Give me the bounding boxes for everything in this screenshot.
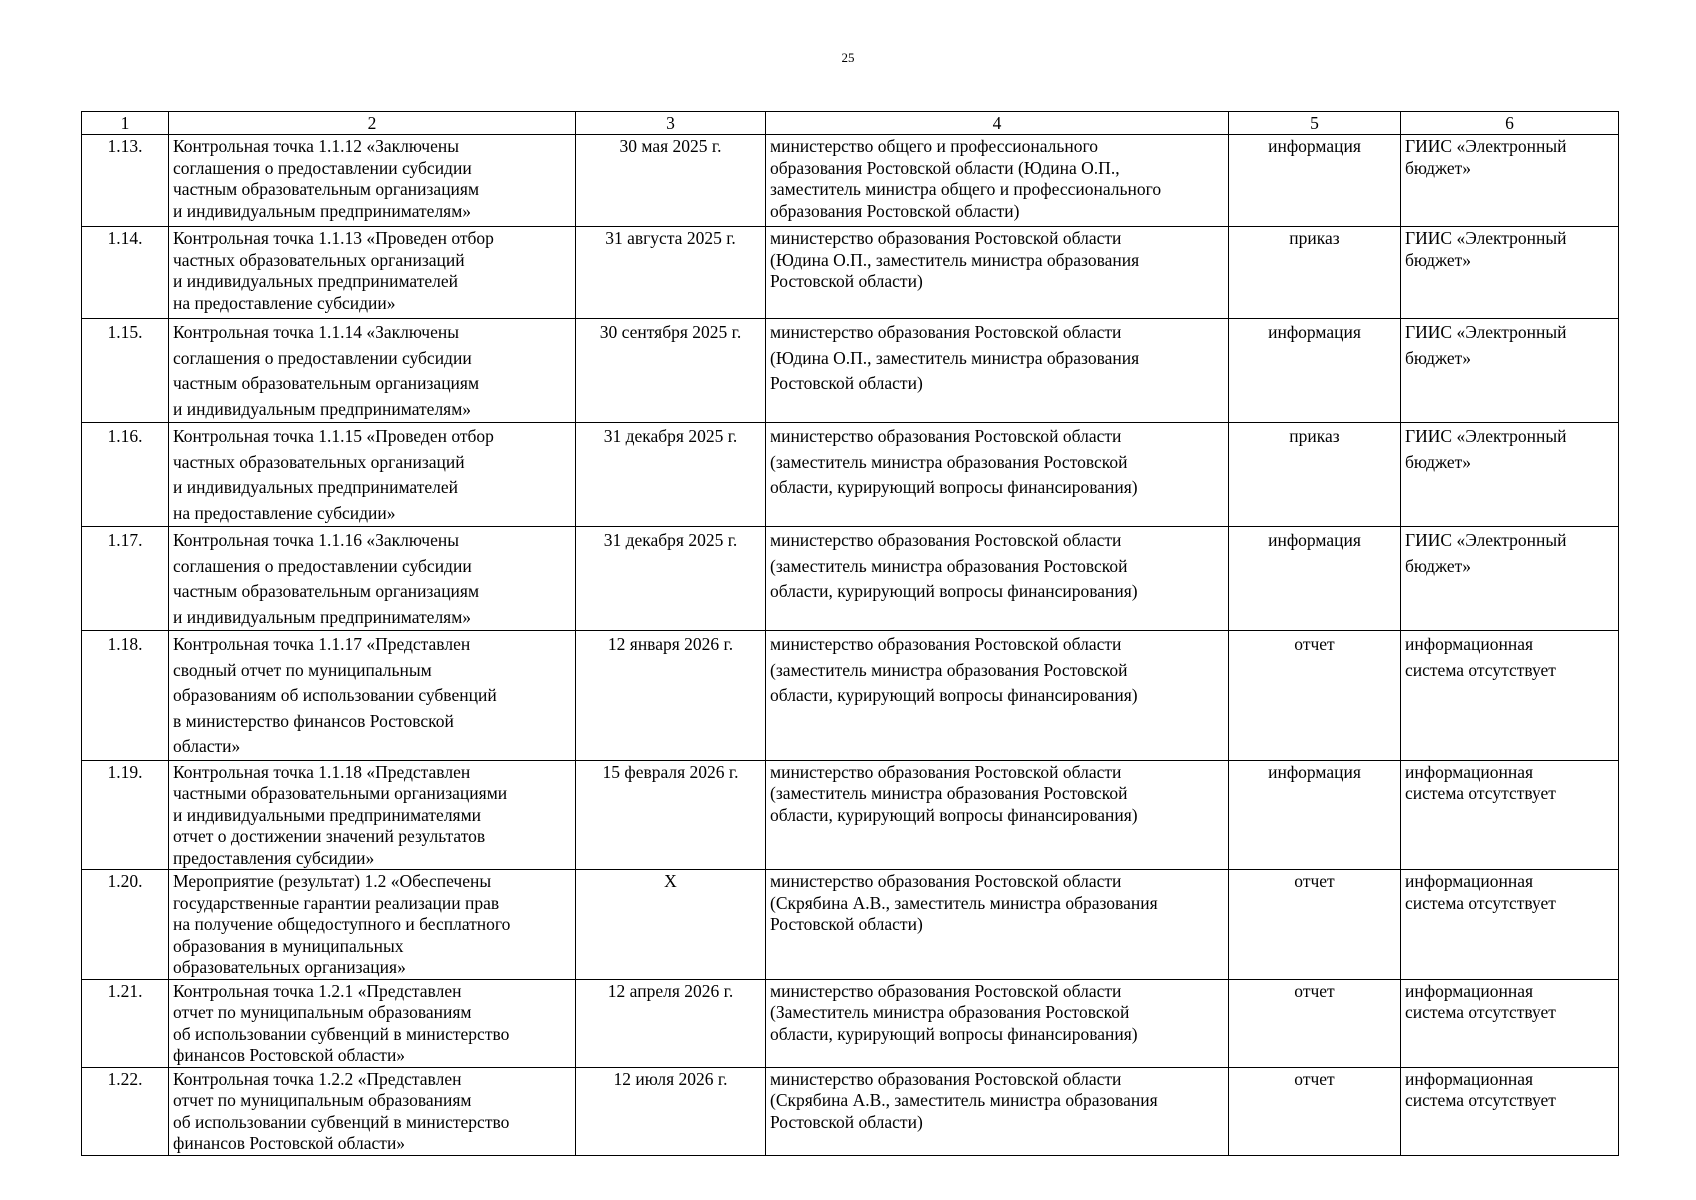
- event-cell: Контрольная точка 1.1.16 «Заключены соглашения о предоставлении субсидии частным образовательным организациям и индивидуальным предпринимателям»: [169, 527, 576, 631]
- doc-type-cell: информация: [1229, 319, 1401, 423]
- event-cell: Контрольная точка 1.1.15 «Проведен отбор частных образовательных организаций и индивидуальных предпринимателей на предоставление субсидии»: [169, 423, 576, 527]
- row-number: 1.16.: [82, 423, 169, 527]
- date-cell: 31 декабря 2025 г.: [576, 423, 766, 527]
- row-number: 1.13.: [82, 135, 169, 227]
- column-header: 3: [576, 112, 766, 135]
- table-row: [82, 631, 1619, 761]
- column-header: 2: [169, 112, 576, 135]
- event-cell: Контрольная точка 1.2.1 «Представлен отчет по муниципальным образованиям об использовании субвенций в министерство финансов Ростовской области»: [169, 979, 576, 1067]
- responsible-cell: министерство образования Ростовской области (Скрябина А.В., заместитель министра образования Ростовской области): [766, 870, 1229, 980]
- table-row: [82, 870, 1619, 980]
- row-number: 1.14.: [82, 227, 169, 319]
- doc-type-cell: информация: [1229, 135, 1401, 227]
- table-row: [82, 227, 1619, 319]
- date-cell: 12 июля 2026 г.: [576, 1067, 766, 1155]
- event-cell: Контрольная точка 1.1.17 «Представлен сводный отчет по муниципальным образованиям об использовании субвенций в министерство финансов Ростовской области»: [169, 631, 576, 761]
- column-header: 1: [82, 112, 169, 135]
- page-number: 25: [841, 50, 855, 65]
- event-cell: Контрольная точка 1.2.2 «Представлен отчет по муниципальным образованиям об использовании субвенций в министерство финансов Ростовской области»: [169, 1067, 576, 1155]
- date-cell: 30 сентября 2025 г.: [576, 319, 766, 423]
- column-header: 6: [1401, 112, 1619, 135]
- responsible-cell: министерство образования Ростовской области (Юдина О.П., заместитель министра образования Ростовской области): [766, 319, 1229, 423]
- row-number: 1.22.: [82, 1067, 169, 1155]
- event-cell: Контрольная точка 1.1.12 «Заключены соглашения о предоставлении субсидии частным образовательным организациям и индивидуальным предпринимателям»: [169, 135, 576, 227]
- responsible-cell: министерство образования Ростовской области (заместитель министра образования Ростовской области, курирующий вопросы финансирования): [766, 527, 1229, 631]
- doc-type-cell: отчет: [1229, 870, 1401, 980]
- date-cell: 31 августа 2025 г.: [576, 227, 766, 319]
- date-cell: 12 января 2026 г.: [576, 631, 766, 761]
- table-row: [82, 979, 1619, 1067]
- info-system-cell: информационная система отсутствует: [1401, 979, 1619, 1067]
- info-system-cell: информационная система отсутствует: [1401, 631, 1619, 761]
- event-cell: Контрольная точка 1.1.14 «Заключены соглашения о предоставлении субсидии частным образовательным организациям и индивидуальным предпринимателям»: [169, 319, 576, 423]
- date-cell: 30 мая 2025 г.: [576, 135, 766, 227]
- table-row: [82, 319, 1619, 423]
- table-row: [82, 135, 1619, 227]
- info-system-cell: ГИИС «Электронный бюджет»: [1401, 227, 1619, 319]
- row-number: 1.15.: [82, 319, 169, 423]
- doc-type-cell: отчет: [1229, 1067, 1401, 1155]
- date-cell: 12 апреля 2026 г.: [576, 979, 766, 1067]
- doc-type-cell: информация: [1229, 527, 1401, 631]
- responsible-cell: министерство образования Ростовской области (Скрябина А.В., заместитель министра образования Ростовской области): [766, 1067, 1229, 1155]
- table-row: [82, 527, 1619, 631]
- event-cell: Мероприятие (результат) 1.2 «Обеспечены государственные гарантии реализации прав на получение общедоступного и бесплатного образования в муниципальных образовательных организация»: [169, 870, 576, 980]
- table-row: [82, 760, 1619, 870]
- responsible-cell: министерство образования Ростовской области (заместитель министра образования Ростовской области, курирующий вопросы финансирования): [766, 760, 1229, 870]
- doc-type-cell: информация: [1229, 760, 1401, 870]
- responsible-cell: министерство образования Ростовской области (заместитель министра образования Ростовской области, курирующий вопросы финансирования): [766, 423, 1229, 527]
- column-header: 5: [1229, 112, 1401, 135]
- event-cell: Контрольная точка 1.1.13 «Проведен отбор частных образовательных организаций и индивидуальных предпринимателей на предоставление субсидии»: [169, 227, 576, 319]
- table-row: [82, 423, 1619, 527]
- info-system-cell: ГИИС «Электронный бюджет»: [1401, 527, 1619, 631]
- row-number: 1.19.: [82, 760, 169, 870]
- table-header-row: [82, 112, 1619, 135]
- doc-type-cell: отчет: [1229, 631, 1401, 761]
- doc-type-cell: отчет: [1229, 979, 1401, 1067]
- row-number: 1.17.: [82, 527, 169, 631]
- control-points-table: [81, 111, 1619, 1156]
- column-header: 4: [766, 112, 1229, 135]
- doc-type-cell: приказ: [1229, 227, 1401, 319]
- row-number: 1.18.: [82, 631, 169, 761]
- responsible-cell: министерство образования Ростовской области (заместитель министра образования Ростовской области, курирующий вопросы финансирования): [766, 631, 1229, 761]
- responsible-cell: министерство образования Ростовской области (Заместитель министра образования Ростовской области, курирующий вопросы финансирования): [766, 979, 1229, 1067]
- info-system-cell: информационная система отсутствует: [1401, 1067, 1619, 1155]
- date-cell: Х: [576, 870, 766, 980]
- info-system-cell: информационная система отсутствует: [1401, 760, 1619, 870]
- info-system-cell: ГИИС «Электронный бюджет»: [1401, 319, 1619, 423]
- table-row: [82, 1067, 1619, 1155]
- info-system-cell: ГИИС «Электронный бюджет»: [1401, 423, 1619, 527]
- date-cell: 15 февраля 2026 г.: [576, 760, 766, 870]
- date-cell: 31 декабря 2025 г.: [576, 527, 766, 631]
- responsible-cell: министерство образования Ростовской области (Юдина О.П., заместитель министра образования Ростовской области): [766, 227, 1229, 319]
- info-system-cell: информационная система отсутствует: [1401, 870, 1619, 980]
- info-system-cell: ГИИС «Электронный бюджет»: [1401, 135, 1619, 227]
- doc-type-cell: приказ: [1229, 423, 1401, 527]
- row-number: 1.21.: [82, 979, 169, 1067]
- row-number: 1.20.: [82, 870, 169, 980]
- event-cell: Контрольная точка 1.1.18 «Представлен частными образовательными организациями и индивидуальными предпринимателями отчет о достижении значений результатов предоставления субсидии»: [169, 760, 576, 870]
- responsible-cell: министерство общего и профессионального образования Ростовской области (Юдина О.П., заместитель министра общего и профессионального образования Ростовской области): [766, 135, 1229, 227]
